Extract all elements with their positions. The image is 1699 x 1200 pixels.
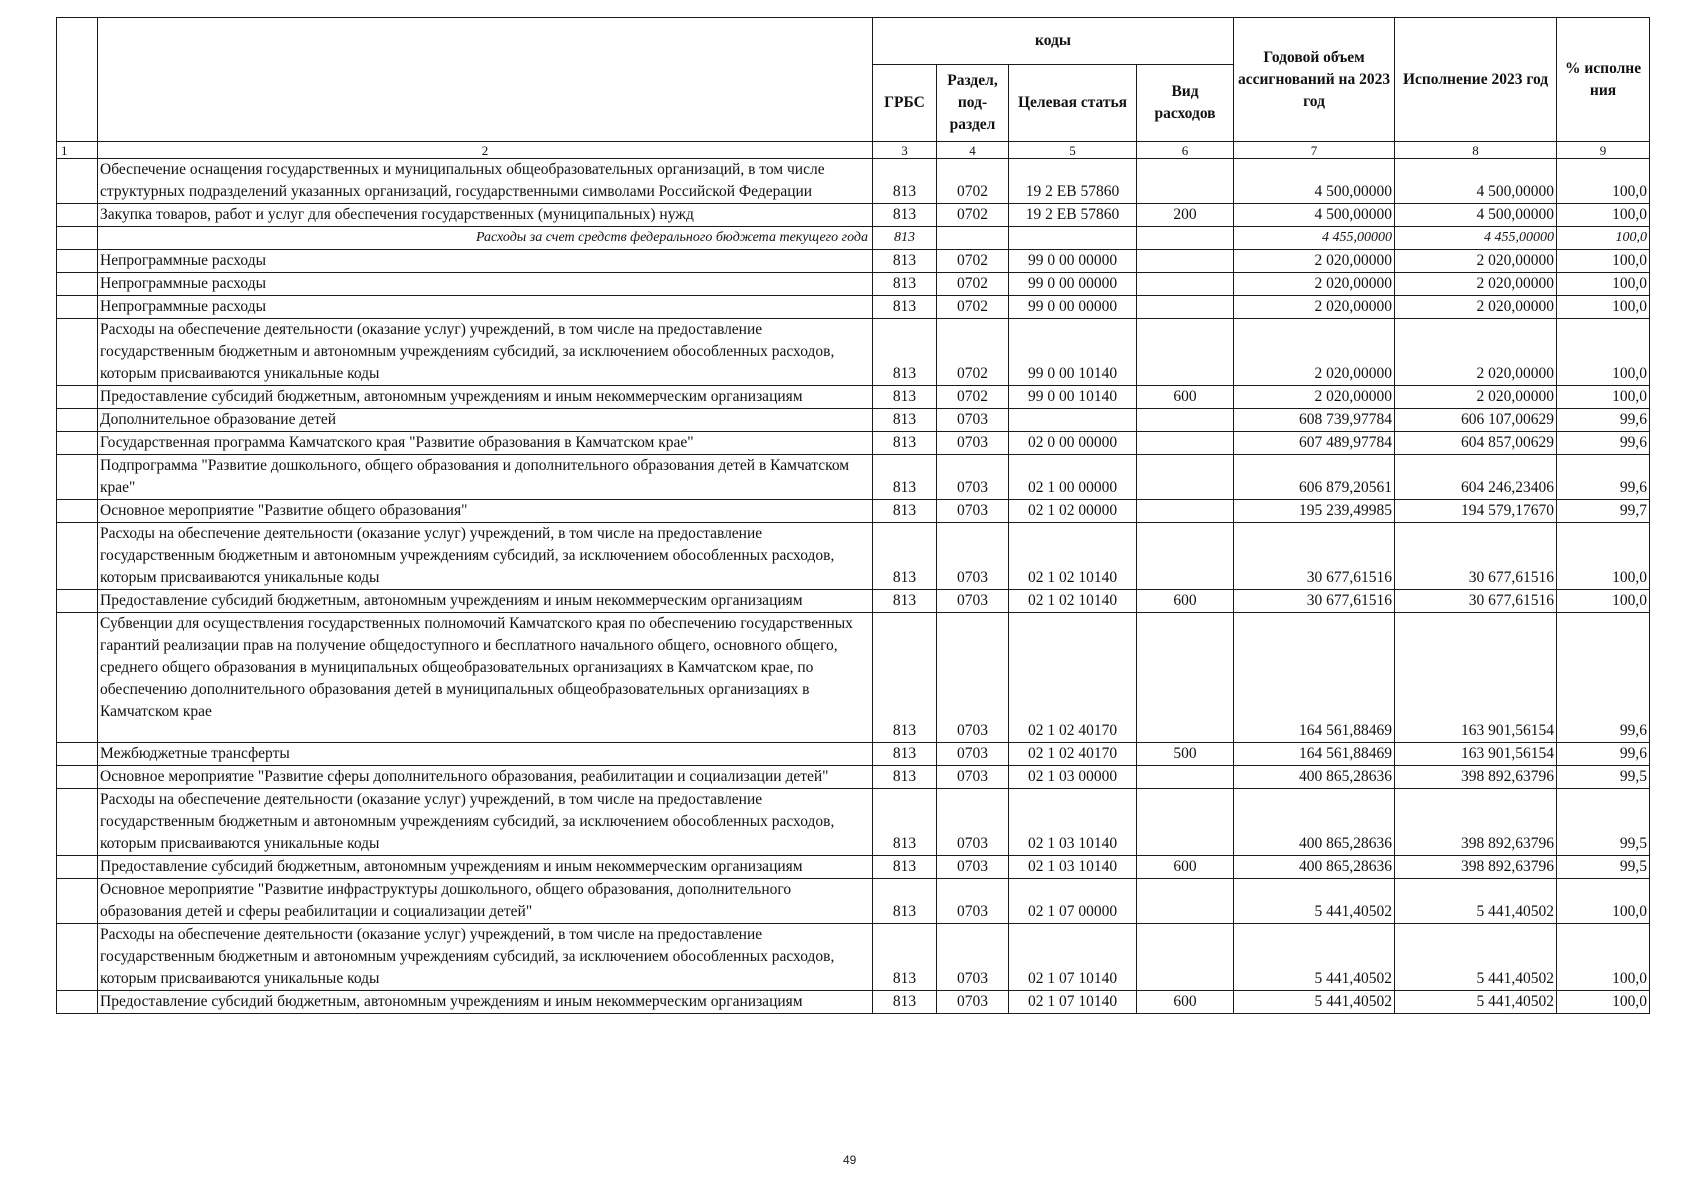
row-pct: 99,5	[1557, 789, 1650, 856]
row-grbs: 813	[873, 409, 937, 432]
budget-table	[56, 17, 1650, 1014]
row-exec: 2 020,00000	[1395, 319, 1557, 386]
row-section: 0702	[937, 296, 1009, 319]
row-kind	[1137, 432, 1234, 455]
row-annual: 5 441,40502	[1234, 879, 1395, 924]
row-annual: 2 020,00000	[1234, 319, 1395, 386]
header-pct: % исполне ния	[1557, 18, 1650, 142]
header-blank-index	[57, 18, 98, 142]
row-pct: 100,0	[1557, 991, 1650, 1014]
row-grbs: 813	[873, 159, 937, 204]
row-index-cell	[57, 924, 98, 991]
row-pct: 99,5	[1557, 856, 1650, 879]
table-row	[57, 319, 1650, 386]
row-grbs: 813	[873, 204, 937, 227]
row-kind	[1137, 879, 1234, 924]
header-kind: Вид расходов	[1137, 65, 1234, 142]
row-annual: 608 739,97784	[1234, 409, 1395, 432]
row-name: Непрограммные расходы	[98, 250, 873, 273]
row-name: Основное мероприятие "Развитие инфраструктуры дошкольного, общего образования, дополнительного образования детей и сферы реабилитации и социализации детей"	[98, 879, 873, 924]
row-target: 99 0 00 00000	[1009, 273, 1137, 296]
row-grbs: 813	[873, 523, 937, 590]
row-target: 02 1 02 10140	[1009, 523, 1137, 590]
row-index-cell	[57, 432, 98, 455]
row-exec: 606 107,00629	[1395, 409, 1557, 432]
row-grbs: 813	[873, 613, 937, 743]
row-index-cell	[57, 500, 98, 523]
row-index-cell	[57, 991, 98, 1014]
row-name: Межбюджетные трансферты	[98, 743, 873, 766]
table-row	[57, 766, 1650, 789]
row-annual: 607 489,97784	[1234, 432, 1395, 455]
row-pct: 100,0	[1557, 590, 1650, 613]
row-target: 99 0 00 00000	[1009, 296, 1137, 319]
row-section: 0703	[937, 613, 1009, 743]
row-name: Расходы за счет средств федерального бюджета текущего года	[98, 227, 873, 250]
row-annual: 606 879,20561	[1234, 455, 1395, 500]
row-annual: 195 239,49985	[1234, 500, 1395, 523]
row-exec: 5 441,40502	[1395, 879, 1557, 924]
row-annual: 400 865,28636	[1234, 856, 1395, 879]
header-codes: коды	[873, 18, 1234, 65]
row-exec: 30 677,61516	[1395, 523, 1557, 590]
row-index-cell	[57, 523, 98, 590]
header-grbs: ГРБС	[873, 65, 937, 142]
row-target: 02 0 00 00000	[1009, 432, 1137, 455]
column-number: 4	[937, 142, 1009, 159]
column-number: 9	[1557, 142, 1650, 159]
row-kind: 600	[1137, 991, 1234, 1014]
row-section: 0702	[937, 273, 1009, 296]
row-exec: 604 857,00629	[1395, 432, 1557, 455]
row-exec: 398 892,63796	[1395, 766, 1557, 789]
row-target: 02 1 07 10140	[1009, 924, 1137, 991]
row-section: 0703	[937, 523, 1009, 590]
row-grbs: 813	[873, 991, 937, 1014]
row-grbs: 813	[873, 590, 937, 613]
row-section: 0703	[937, 879, 1009, 924]
row-pct: 100,0	[1557, 879, 1650, 924]
row-target: 02 1 03 10140	[1009, 856, 1137, 879]
row-section: 0703	[937, 766, 1009, 789]
row-section: 0703	[937, 991, 1009, 1014]
row-name: Обеспечение оснащения государственных и муниципальных общеобразовательных организаций, в том числе структурных подразделений указанных организаций, государственными символами Российской Федерации	[98, 159, 873, 204]
row-pct: 99,6	[1557, 432, 1650, 455]
table-body	[57, 159, 1650, 1014]
row-grbs: 813	[873, 789, 937, 856]
row-exec: 4 500,00000	[1395, 204, 1557, 227]
row-annual: 4 500,00000	[1234, 204, 1395, 227]
row-annual: 400 865,28636	[1234, 789, 1395, 856]
row-pct: 100,0	[1557, 319, 1650, 386]
row-target	[1009, 409, 1137, 432]
table-row	[57, 204, 1650, 227]
row-name: Государственная программа Камчатского края "Развитие образования в Камчатском крае"	[98, 432, 873, 455]
table-row	[57, 613, 1650, 743]
row-grbs: 813	[873, 273, 937, 296]
row-target: 19 2 ЕВ 57860	[1009, 159, 1137, 204]
row-pct: 99,5	[1557, 766, 1650, 789]
row-target: 02 1 03 10140	[1009, 789, 1137, 856]
row-section: 0703	[937, 924, 1009, 991]
table-row	[57, 590, 1650, 613]
row-pct: 100,0	[1557, 273, 1650, 296]
row-exec: 5 441,40502	[1395, 924, 1557, 991]
row-name: Предоставление субсидий бюджетным, автономным учреждениям и иным некоммерческим организациям	[98, 386, 873, 409]
row-exec: 398 892,63796	[1395, 856, 1557, 879]
column-number: 5	[1009, 142, 1137, 159]
row-annual: 30 677,61516	[1234, 523, 1395, 590]
row-annual: 4 455,00000	[1234, 227, 1395, 250]
row-kind: 600	[1137, 590, 1234, 613]
row-grbs: 813	[873, 924, 937, 991]
row-target: 99 0 00 10140	[1009, 386, 1137, 409]
row-section: 0703	[937, 856, 1009, 879]
row-kind	[1137, 455, 1234, 500]
column-number: 1	[57, 142, 98, 159]
row-annual: 5 441,40502	[1234, 991, 1395, 1014]
row-name: Дополнительное образование детей	[98, 409, 873, 432]
row-pct: 100,0	[1557, 159, 1650, 204]
row-name: Расходы на обеспечение деятельности (оказание услуг) учреждений, в том числе на предоставление государственным бюджетным и автономным учреждениям субсидий, за исключением обособленных расходов, которым присваиваются уникальные коды	[98, 789, 873, 856]
row-name: Непрограммные расходы	[98, 296, 873, 319]
column-number: 6	[1137, 142, 1234, 159]
row-grbs: 813	[873, 766, 937, 789]
row-index-cell	[57, 319, 98, 386]
row-kind	[1137, 296, 1234, 319]
row-pct: 100,0	[1557, 386, 1650, 409]
row-kind	[1137, 319, 1234, 386]
row-grbs: 813	[873, 879, 937, 924]
row-name: Расходы на обеспечение деятельности (оказание услуг) учреждений, в том числе на предоставление государственным бюджетным и автономным учреждениям субсидий, за исключением обособленных расходов, которым присваиваются уникальные коды	[98, 924, 873, 991]
row-kind	[1137, 273, 1234, 296]
row-name: Предоставление субсидий бюджетным, автономным учреждениям и иным некоммерческим организациям	[98, 856, 873, 879]
row-index-cell	[57, 409, 98, 432]
column-number: 2	[98, 142, 873, 159]
row-kind	[1137, 924, 1234, 991]
row-name: Расходы на обеспечение деятельности (оказание услуг) учреждений, в том числе на предоставление государственным бюджетным и автономным учреждениям субсидий, за исключением обособленных расходов, которым присваиваются уникальные коды	[98, 523, 873, 590]
row-section: 0703	[937, 590, 1009, 613]
row-name: Непрограммные расходы	[98, 273, 873, 296]
row-section: 0702	[937, 250, 1009, 273]
row-exec: 163 901,56154	[1395, 613, 1557, 743]
row-section: 0702	[937, 386, 1009, 409]
row-pct: 100,0	[1557, 296, 1650, 319]
row-exec: 5 441,40502	[1395, 991, 1557, 1014]
row-exec: 30 677,61516	[1395, 590, 1557, 613]
row-target: 02 1 02 10140	[1009, 590, 1137, 613]
row-pct: 100,0	[1557, 924, 1650, 991]
row-target	[1009, 227, 1137, 250]
column-numbers-row	[57, 142, 1650, 159]
table-row	[57, 991, 1650, 1014]
row-section: 0702	[937, 159, 1009, 204]
row-section: 0703	[937, 789, 1009, 856]
row-target: 02 1 02 00000	[1009, 500, 1137, 523]
row-kind	[1137, 789, 1234, 856]
row-grbs: 813	[873, 432, 937, 455]
table-row	[57, 159, 1650, 204]
row-annual: 164 561,88469	[1234, 613, 1395, 743]
row-pct: 100,0	[1557, 204, 1650, 227]
row-kind	[1137, 766, 1234, 789]
row-annual: 4 500,00000	[1234, 159, 1395, 204]
row-target: 99 0 00 00000	[1009, 250, 1137, 273]
row-index-cell	[57, 250, 98, 273]
row-exec: 398 892,63796	[1395, 789, 1557, 856]
row-annual: 2 020,00000	[1234, 250, 1395, 273]
table-row	[57, 500, 1650, 523]
row-pct: 99,6	[1557, 455, 1650, 500]
row-index-cell	[57, 743, 98, 766]
row-index-cell	[57, 227, 98, 250]
row-index-cell	[57, 766, 98, 789]
row-annual: 5 441,40502	[1234, 924, 1395, 991]
row-index-cell	[57, 789, 98, 856]
row-index-cell	[57, 590, 98, 613]
row-kind: 600	[1137, 386, 1234, 409]
row-exec: 2 020,00000	[1395, 386, 1557, 409]
row-kind	[1137, 250, 1234, 273]
table-row	[57, 879, 1650, 924]
row-exec: 4 455,00000	[1395, 227, 1557, 250]
row-name: Закупка товаров, работ и услуг для обеспечения государственных (муниципальных) нужд	[98, 204, 873, 227]
row-grbs: 813	[873, 319, 937, 386]
row-kind: 500	[1137, 743, 1234, 766]
row-exec: 194 579,17670	[1395, 500, 1557, 523]
header-target: Целевая статья	[1009, 65, 1137, 142]
row-grbs: 813	[873, 296, 937, 319]
row-section: 0702	[937, 204, 1009, 227]
table-row	[57, 227, 1650, 250]
row-grbs: 813	[873, 386, 937, 409]
row-grbs: 813	[873, 856, 937, 879]
table-row	[57, 386, 1650, 409]
row-target: 99 0 00 10140	[1009, 319, 1137, 386]
row-index-cell	[57, 386, 98, 409]
row-annual: 30 677,61516	[1234, 590, 1395, 613]
row-grbs: 813	[873, 743, 937, 766]
row-name: Основное мероприятие "Развитие сферы дополнительного образования, реабилитации и социализации детей"	[98, 766, 873, 789]
row-index-cell	[57, 159, 98, 204]
row-kind	[1137, 500, 1234, 523]
row-target: 02 1 03 00000	[1009, 766, 1137, 789]
header-section: Раздел, под-раздел	[937, 65, 1009, 142]
column-number: 3	[873, 142, 937, 159]
table-row	[57, 523, 1650, 590]
table-row	[57, 250, 1650, 273]
row-pct: 100,0	[1557, 523, 1650, 590]
row-pct: 99,6	[1557, 613, 1650, 743]
row-grbs: 813	[873, 250, 937, 273]
header-blank-name	[98, 18, 873, 142]
row-kind	[1137, 409, 1234, 432]
row-target: 02 1 07 00000	[1009, 879, 1137, 924]
table-row	[57, 409, 1650, 432]
row-kind	[1137, 613, 1234, 743]
row-index-cell	[57, 273, 98, 296]
table-row	[57, 455, 1650, 500]
table-row	[57, 273, 1650, 296]
row-annual: 2 020,00000	[1234, 296, 1395, 319]
row-kind: 200	[1137, 204, 1234, 227]
table-row	[57, 743, 1650, 766]
row-section	[937, 227, 1009, 250]
row-index-cell	[57, 204, 98, 227]
row-target: 19 2 ЕВ 57860	[1009, 204, 1137, 227]
row-pct: 100,0	[1557, 250, 1650, 273]
row-annual: 2 020,00000	[1234, 273, 1395, 296]
row-exec: 2 020,00000	[1395, 250, 1557, 273]
row-index-cell	[57, 455, 98, 500]
table-row	[57, 296, 1650, 319]
row-target: 02 1 02 40170	[1009, 743, 1137, 766]
row-name: Предоставление субсидий бюджетным, автономным учреждениям и иным некоммерческим организациям	[98, 590, 873, 613]
row-name: Субвенции для осуществления государственных полномочий Камчатского края по обеспечению государственных гарантий реализации прав на получение общедоступного и бесплатного начального общего, основного общего, среднего общего образования в муниципальных общеобразовательных организациях в Камчатском крае, по обеспечению дополнительного образования детей в муниципальных общеобразовательных организациях в Камчатском крае	[98, 613, 873, 743]
table-row	[57, 432, 1650, 455]
row-kind	[1137, 159, 1234, 204]
row-name: Подпрограмма "Развитие дошкольного, общего образования и дополнительного образования детей в Камчатском крае"	[98, 455, 873, 500]
row-section: 0703	[937, 432, 1009, 455]
table-row	[57, 856, 1650, 879]
row-grbs: 813	[873, 455, 937, 500]
row-index-cell	[57, 879, 98, 924]
row-target: 02 1 02 40170	[1009, 613, 1137, 743]
row-kind: 600	[1137, 856, 1234, 879]
row-pct: 99,6	[1557, 409, 1650, 432]
row-name: Расходы на обеспечение деятельности (оказание услуг) учреждений, в том числе на предоставление государственным бюджетным и автономным учреждениям субсидий, за исключением обособленных расходов, которым присваиваются уникальные коды	[98, 319, 873, 386]
row-name: Предоставление субсидий бюджетным, автономным учреждениям и иным некоммерческим организациям	[98, 991, 873, 1014]
row-pct: 99,7	[1557, 500, 1650, 523]
row-annual: 164 561,88469	[1234, 743, 1395, 766]
table-row	[57, 924, 1650, 991]
row-section: 0703	[937, 455, 1009, 500]
row-exec: 163 901,56154	[1395, 743, 1557, 766]
row-index-cell	[57, 856, 98, 879]
header-row-codes	[57, 18, 1650, 65]
row-exec: 2 020,00000	[1395, 273, 1557, 296]
row-exec: 2 020,00000	[1395, 296, 1557, 319]
row-target: 02 1 07 10140	[1009, 991, 1137, 1014]
column-number: 8	[1395, 142, 1557, 159]
row-section: 0703	[937, 409, 1009, 432]
row-kind	[1137, 227, 1234, 250]
row-name: Основное мероприятие "Развитие общего образования"	[98, 500, 873, 523]
column-number: 7	[1234, 142, 1395, 159]
row-annual: 400 865,28636	[1234, 766, 1395, 789]
row-section: 0703	[937, 743, 1009, 766]
table-row	[57, 789, 1650, 856]
row-pct: 100,0	[1557, 227, 1650, 250]
row-grbs: 813	[873, 500, 937, 523]
row-pct: 99,6	[1557, 743, 1650, 766]
header-exec: Исполнение 2023 год	[1395, 18, 1557, 142]
header-annual: Годовой объем ассигнований на 2023 год	[1234, 18, 1395, 142]
row-exec: 4 500,00000	[1395, 159, 1557, 204]
row-index-cell	[57, 613, 98, 743]
row-target: 02 1 00 00000	[1009, 455, 1137, 500]
row-kind	[1137, 523, 1234, 590]
row-exec: 604 246,23406	[1395, 455, 1557, 500]
row-section: 0702	[937, 319, 1009, 386]
row-section: 0703	[937, 500, 1009, 523]
page-number: 49	[843, 1153, 857, 1167]
row-index-cell	[57, 296, 98, 319]
row-grbs: 813	[873, 227, 937, 250]
row-annual: 2 020,00000	[1234, 386, 1395, 409]
